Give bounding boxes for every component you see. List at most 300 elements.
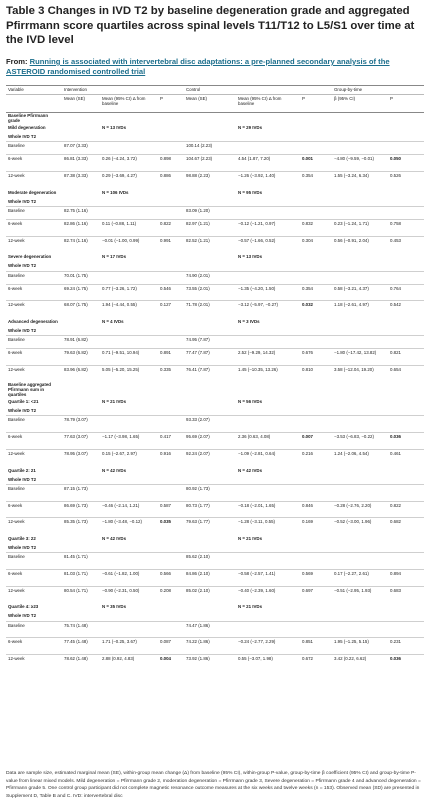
table-cell [388, 326, 424, 336]
table-row [6, 638, 424, 655]
table-row [6, 301, 424, 317]
table-cell: 12-week [6, 365, 62, 381]
article-link[interactable]: Running is associated with intervertebral disc adaptations: a pre-planned secondary analysis of the ASTEROID randomised controlled trial [6, 57, 390, 76]
header-row-groups [6, 86, 424, 95]
section-row [6, 326, 424, 336]
table-cell [158, 123, 184, 132]
table-cell [236, 621, 300, 638]
table-cell [184, 188, 236, 197]
table-cell [184, 317, 236, 326]
table-cell: 0.526 [388, 172, 424, 188]
table-cell: 78.79 (3.07) [62, 416, 100, 433]
table-cell [388, 188, 424, 197]
table-body [6, 113, 424, 671]
table-cell: Moderate degeneration [8, 189, 57, 195]
table-cell [100, 142, 158, 155]
table-cell [62, 113, 100, 124]
table-cell: 0.453 [388, 236, 424, 252]
table-cell [236, 553, 300, 570]
header-int-p: P [158, 95, 184, 113]
table-cell: 1.95 (−1.25, 5.15) [332, 638, 388, 655]
table-cell: −1.09 (−2.81, 0.64) [236, 449, 300, 465]
table-row [6, 569, 424, 586]
table-cell: Advanced degeneration [8, 319, 58, 325]
table-cell: −1.80 (−3.48, −0.12) [100, 518, 158, 534]
table-cell: 0.15 (−2.67, 2.97) [100, 449, 158, 465]
table-cell: 0.55 (−3.07, 1.98) [236, 655, 300, 671]
table-cell [332, 336, 388, 349]
table-cell [62, 406, 100, 416]
table-cell [62, 262, 100, 272]
table-cell: 74.47 (1.86) [184, 621, 236, 638]
table-row [6, 621, 424, 638]
header-ctl-mean: Mean (SE) [184, 95, 236, 113]
table-cell: −1.17 (−3.98, 1.65) [100, 433, 158, 450]
table-cell: 85.02 (2.10) [184, 586, 236, 602]
table-cell [100, 416, 158, 433]
table-cell: 71.78 (2.01) [184, 301, 236, 317]
table-cell [300, 475, 332, 485]
table-cell: 0.654 [388, 365, 424, 381]
table-cell: 5.05 (−5.20, 15.25) [100, 365, 158, 381]
table-cell [332, 188, 388, 197]
table-cell [388, 382, 424, 398]
table-cell [332, 484, 388, 501]
table-cell: 1.55 (−3.24, 6.34) [332, 172, 388, 188]
table-cell: 70.01 (1.75) [62, 271, 100, 284]
table-cell: 92.24 (2.07) [184, 449, 236, 465]
table-cell: 87.07 (3.33) [62, 142, 100, 155]
table-row [6, 271, 424, 284]
table-cell [62, 466, 100, 475]
table-cell: 74.22 (1.86) [184, 638, 236, 655]
header-beta: β (95% CI) [332, 95, 388, 113]
table-cell: 100.14 (2.23) [184, 142, 236, 155]
table-cell [300, 553, 332, 570]
table-cell [184, 603, 236, 612]
table-cell: 0.672 [300, 655, 332, 671]
table-cell: Whole IVD T2 [8, 328, 37, 334]
table-cell [332, 317, 388, 326]
table-cell [236, 271, 300, 284]
table-cell [100, 197, 158, 207]
table-cell: N = 35 IVDs [102, 604, 127, 610]
table-cell: 80.54 (1.71) [62, 586, 100, 602]
table-cell [332, 621, 388, 638]
table-cell: 85.35 (1.73) [62, 518, 100, 534]
table-cell [300, 317, 332, 326]
section-row [6, 397, 424, 406]
table-cell: N = 21 IVDs [238, 604, 263, 610]
table-cell: 0.764 [388, 284, 424, 301]
header-intervention: Intervention [62, 86, 184, 95]
table-cell [332, 326, 388, 336]
table-cell: 12-week [6, 172, 62, 188]
table-cell: 0.169 [300, 518, 332, 534]
header-int-delta: Mean (95% CI) Δ from baseline [100, 95, 158, 113]
table-cell: 0.916 [158, 449, 184, 465]
table-cell [236, 416, 300, 433]
table-cell: 0.894 [388, 569, 424, 586]
table-cell [100, 336, 158, 349]
table-cell: 0.127 [158, 301, 184, 317]
table-cell [332, 534, 388, 543]
section-row [6, 603, 424, 612]
table-cell: 6-week [6, 433, 62, 450]
table-cell [158, 336, 184, 349]
table-cell [158, 534, 184, 543]
table-cell: Whole IVD T2 [8, 198, 37, 204]
table-row [6, 433, 424, 450]
table-cell: N = 4 IVDs [102, 319, 124, 325]
table-cell: N = 13 IVDs [238, 254, 263, 260]
table-cell: −1.35 (−4.20, 1.50) [236, 284, 300, 301]
table-cell [300, 262, 332, 272]
table-cell: 83.09 (1.20) [184, 207, 236, 220]
table-cell [100, 553, 158, 570]
table-cell: 0.58 (−3.21, 4.37) [332, 284, 388, 301]
table-cell [100, 207, 158, 220]
table-cell [388, 553, 424, 570]
table-row [6, 553, 424, 570]
section-row [6, 317, 424, 326]
table-cell [62, 326, 100, 336]
table-cell [158, 543, 184, 553]
table-cell: N = 29 IVDs [238, 125, 263, 131]
table-cell: 0.898 [158, 155, 184, 172]
table-cell: N = 56 IVDs [238, 399, 263, 405]
table-cell [184, 123, 236, 132]
table-row [6, 365, 424, 381]
table-cell [300, 406, 332, 416]
table-cell [300, 271, 332, 284]
table-cell [158, 612, 184, 622]
table-cell: 87.38 (3.33) [62, 172, 100, 188]
header-group-by-time: Group-by-time [332, 86, 424, 95]
table-cell [388, 253, 424, 262]
table-cell: Baseline aggregated Pfirrmann sum in quartiles [8, 381, 51, 398]
table-cell: N = 95 IVDs [238, 189, 263, 195]
table-cell [236, 382, 300, 398]
table-cell: Baseline [6, 553, 62, 570]
table-cell: 0.26 (−4.24, 3.72) [100, 155, 158, 172]
results-table [6, 85, 424, 671]
table-cell [158, 132, 184, 142]
table-cell [236, 113, 300, 124]
table-cell: 93.33 (2.07) [184, 416, 236, 433]
table-cell [300, 336, 332, 349]
table-cell: 0.77 (−3.26, 1.72) [100, 284, 158, 301]
table-cell [100, 475, 158, 485]
table-cell: 75.74 (1.48) [62, 621, 100, 638]
table-cell: Whole IVD T2 [8, 545, 37, 551]
table-cell: 0.354 [300, 284, 332, 301]
table-cell: 0.304 [300, 236, 332, 252]
table-cell: 0.208 [158, 586, 184, 602]
table-cell: 6-week [6, 501, 62, 518]
table-cell: 0.050 [388, 155, 424, 172]
table-cell: 0.822 [158, 220, 184, 237]
table-cell [388, 397, 424, 406]
table-cell: Mild degeneration [8, 125, 46, 131]
table-cell [300, 534, 332, 543]
table-cell [62, 612, 100, 622]
table-cell: Baseline [6, 142, 62, 155]
table-cell [184, 382, 236, 398]
table-row [6, 336, 424, 349]
table-cell [332, 543, 388, 553]
table-cell: 74.90 (2.01) [184, 271, 236, 284]
table-cell: 0.11 (−0.88, 1.11) [100, 220, 158, 237]
table-cell: 6-week [6, 155, 62, 172]
table-cell: 86.81 (3.33) [62, 155, 100, 172]
table-cell: 73.92 (1.86) [184, 655, 236, 671]
table-cell: N = 42 IVDs [102, 536, 127, 542]
table-cell [158, 207, 184, 220]
table-cell [158, 406, 184, 416]
table-cell [300, 603, 332, 612]
table-cell: 81.03 (1.71) [62, 569, 100, 586]
table-cell [300, 188, 332, 197]
table-cell: 98.88 (2.23) [184, 172, 236, 188]
table-cell: −1.80 (−17.42, 13.82) [332, 349, 388, 366]
table-cell: 0.17 (−2.27, 2.61) [332, 569, 388, 586]
table-cell: 81.45 (1.71) [62, 553, 100, 570]
table-cell: −0.12 (−1.21, 0.97) [236, 220, 300, 237]
table-cell: N = 42 IVDs [102, 467, 127, 473]
table-row [6, 284, 424, 301]
table-cell [332, 253, 388, 262]
table-cell [158, 475, 184, 485]
table-cell [62, 475, 100, 485]
table-cell [62, 132, 100, 142]
table-cell: −0.28 (−2.76, 2.20) [332, 501, 388, 518]
table-cell: 6-week [6, 284, 62, 301]
table-cell: 85.62 (2.10) [184, 553, 236, 570]
table-cell [388, 621, 424, 638]
table-cell: −0.61 (−1.82, 1.00) [100, 569, 158, 586]
table-cell: 0.004 [158, 655, 184, 671]
table-cell: 1.94 (−4.44, 0.55) [100, 301, 158, 317]
table-row [6, 518, 424, 534]
table-cell [184, 132, 236, 142]
table-cell: −0.57 (−1.66, 0.52) [236, 236, 300, 252]
section-row [6, 253, 424, 262]
table-cell: 6-week [6, 349, 62, 366]
source-line [6, 57, 426, 77]
table-cell [236, 543, 300, 553]
table-cell: 82.75 (1.16) [62, 207, 100, 220]
table-cell [100, 406, 158, 416]
table-cell [236, 142, 300, 155]
table-cell [332, 466, 388, 475]
section-row [6, 188, 424, 197]
table-cell: 76.41 (7.87) [184, 365, 236, 381]
table-cell [158, 466, 184, 475]
table-row [6, 155, 424, 172]
table-cell [158, 397, 184, 406]
table-cell [236, 197, 300, 207]
table-cell [300, 621, 332, 638]
section-row [6, 466, 424, 475]
table-cell [184, 406, 236, 416]
header-variable: Variable [6, 86, 62, 95]
table-cell [158, 197, 184, 207]
table-cell [100, 621, 158, 638]
table-cell [388, 317, 424, 326]
table-cell: 1.71 (−0.25, 3.67) [100, 638, 158, 655]
table-cell: 1.45 (−10.35, 13.26) [236, 365, 300, 381]
table-cell [100, 484, 158, 501]
table-cell: 1.18 (−2.61, 4.97) [332, 301, 388, 317]
table-cell [332, 382, 388, 398]
table-cell [184, 113, 236, 124]
table-cell [158, 621, 184, 638]
table-cell [100, 382, 158, 398]
table-cell: 78.91 (6.82) [62, 336, 100, 349]
table-cell: −4.80 (−9.59, −0.01) [332, 155, 388, 172]
table-cell [158, 113, 184, 124]
table-cell: 2.52 (−9.29, 14.32) [236, 349, 300, 366]
table-cell [236, 475, 300, 485]
table-cell: 80.92 (1.73) [184, 484, 236, 501]
table-cell: −0.90 (−2.31, 0.50) [100, 586, 158, 602]
table-cell: 0.231 [388, 638, 424, 655]
table-row [6, 449, 424, 465]
table-row [6, 236, 424, 252]
table-cell [62, 317, 100, 326]
table-cell [100, 113, 158, 124]
table-cell [300, 253, 332, 262]
table-cell: N = 106 IVDs [102, 189, 129, 195]
table-cell: 73.55 (2.01) [184, 284, 236, 301]
table-cell [388, 543, 424, 553]
table-cell: 12-week [6, 655, 62, 671]
table-cell [158, 142, 184, 155]
table-cell: 3.58 (−12.04, 19.20) [332, 365, 388, 381]
table-cell: 1.24 (−2.06, 4.54) [332, 449, 388, 465]
table-cell [300, 397, 332, 406]
table-cell [184, 397, 236, 406]
table-cell: 0.697 [300, 586, 332, 602]
table-cell [300, 466, 332, 475]
table-cell [332, 406, 388, 416]
table-cell: Severe degeneration [8, 254, 52, 260]
table-cell: 0.810 [300, 365, 332, 381]
table-cell: Whole IVD T2 [8, 134, 37, 140]
table-cell [300, 132, 332, 142]
table-cell: 0.682 [388, 518, 424, 534]
table-cell: −0.01 (−1.00, 0.99) [100, 236, 158, 252]
table-cell: −0.40 (−2.39, 1.60) [236, 586, 300, 602]
table-cell [388, 475, 424, 485]
table-row [6, 172, 424, 188]
table-cell: 0.676 [300, 349, 332, 366]
table-cell: −1.28 (−3.11, 0.55) [236, 518, 300, 534]
table-cell: 82.52 (1.21) [184, 236, 236, 252]
table-cell [184, 534, 236, 543]
table-cell [388, 113, 424, 124]
table-cell [62, 603, 100, 612]
table-cell: 0.032 [300, 301, 332, 317]
table-cell: 0.216 [300, 449, 332, 465]
table-cell: N = 21 IVDs [238, 536, 263, 542]
section-row [6, 475, 424, 485]
table-cell [332, 553, 388, 570]
table-cell [100, 132, 158, 142]
table-row [6, 655, 424, 671]
table-cell: 86.69 (1.73) [62, 501, 100, 518]
section-row [6, 406, 424, 416]
table-cell [332, 113, 388, 124]
table-cell [184, 543, 236, 553]
table-cell: 82.86 (1.16) [62, 220, 100, 237]
table-cell: 0.461 [388, 449, 424, 465]
table-cell: 6-week [6, 220, 62, 237]
table-cell: 0.036 [388, 655, 424, 671]
header-gbt-p: P [388, 95, 424, 113]
table-cell [388, 484, 424, 501]
table-cell: Baseline [6, 621, 62, 638]
table-cell: 0.546 [158, 284, 184, 301]
table-cell: −0.52 (−3.00, 1.96) [332, 518, 388, 534]
table-cell: 0.56 (−0.91, 2.04) [332, 236, 388, 252]
table-cell: N = 17 IVDs [102, 254, 127, 260]
table-cell: 0.683 [388, 586, 424, 602]
table-cell: Quartile 1: <21 [8, 399, 39, 405]
table-cell: Quartile 2: 21 [8, 467, 36, 473]
table-cell [184, 262, 236, 272]
table-cell: 0.335 [158, 365, 184, 381]
table-cell: 0.001 [300, 155, 332, 172]
section-row [6, 612, 424, 622]
table-cell [300, 197, 332, 207]
table-cell [300, 326, 332, 336]
table-cell: 0.569 [300, 569, 332, 586]
header-ctl-delta: Mean (95% CI) Δ from baseline [236, 95, 300, 113]
table-cell [388, 336, 424, 349]
table-cell [332, 416, 388, 433]
table-cell [300, 543, 332, 553]
table-row [6, 484, 424, 501]
table-cell: −0.46 (−2.14, 1.21) [100, 501, 158, 518]
table-cell [388, 142, 424, 155]
table-cell [158, 262, 184, 272]
table-cell: 74.95 (7.87) [184, 336, 236, 349]
table-cell: 0.087 [158, 638, 184, 655]
table-cell: 0.417 [158, 433, 184, 450]
table-cell: 0.354 [300, 172, 332, 188]
table-cell: 12-week [6, 449, 62, 465]
table-cell: 79.63 (1.77) [184, 518, 236, 534]
table-cell: 0.23 (−1.24, 1.71) [332, 220, 388, 237]
table-cell: 0.846 [300, 501, 332, 518]
table-row [6, 586, 424, 602]
table-cell [184, 253, 236, 262]
table-cell: 3.42 (0.22, 6.62) [332, 655, 388, 671]
table-cell: 0.821 [388, 349, 424, 366]
table-cell: 77.45 (1.48) [62, 638, 100, 655]
table-cell [388, 603, 424, 612]
table-cell: 69.24 (1.75) [62, 284, 100, 301]
table-cell [300, 207, 332, 220]
header-ctl-p: P [300, 95, 332, 113]
header-control: Control [184, 86, 332, 95]
table-cell [184, 612, 236, 622]
table-cell [236, 326, 300, 336]
table-cell [236, 336, 300, 349]
table-cell [236, 262, 300, 272]
